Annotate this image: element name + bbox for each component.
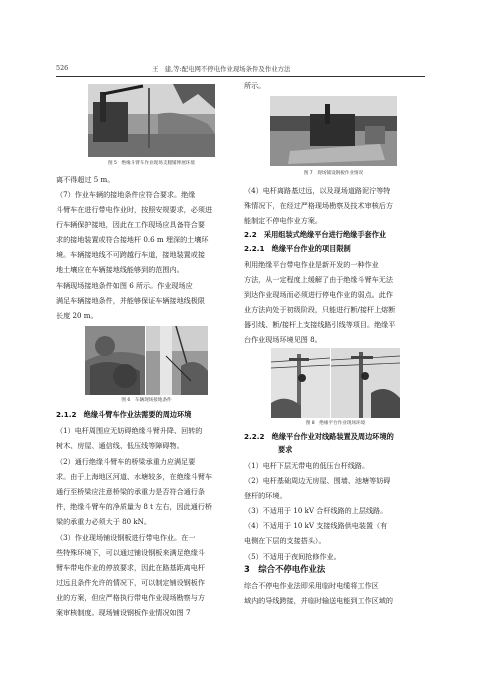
figure-8-photo-left bbox=[271, 348, 330, 418]
left-paragraph-7: （7）作业车辆的接地条件应符合要求。绝缘 斗臂车在进行带电作业时，按照安规要求，必须进 行车辆保护接地，因此在工作现场应具备符合要 求的接地装置或符合接地杆 0.6 m 埋深的土壤环 境。车辆接地线不可跨越行车道，接地装置或接 地土壤应在车辆接地线能够到的范围内。 bbox=[56, 190, 213, 275]
section-3-heading: 3 综合不停电作业法 bbox=[244, 564, 326, 574]
left-continuation: 离不得超过 5 m。 bbox=[56, 175, 115, 184]
section-2-2-2-heading-cont: 要求 bbox=[278, 445, 293, 454]
right-requirements-list: （1）电杆下层无带电的低压台杆线路。 （2）电杆基础周边无房屋、围墙、池塘等妨碍 登杆的环境。 （3）不适用于 10 kV 合杆线路的上层线路。 （4）不适用于 10 kV 支接线路供电装置（有 电侧在下层的支接搭头）。 （5）不适用于夜间抢修作业。 bbox=[244, 461, 391, 561]
figure-6-photo-left bbox=[85, 326, 145, 395]
left-paragraph-env-3: （3）作业现场铺设钢板进行带电作业。在一 些特殊环境下，可以通过铺设钢板来满足绝缘斗 臂车带电作业的停放要求，因此在路基距离电杆 过远且条件允许的情况下，可以制定铺设钢板作 业的方案，但应严格执行带电作业现场勘察与方 案审核制度。现场铺设钢板作业情况如图 7 bbox=[56, 533, 205, 618]
section-2-1-2-heading: 2.1.2 绝缘斗臂车作业法需要的周边环境 bbox=[56, 410, 192, 419]
running-title: 王 建,等:配电网不停电作业现场条件及作业方法 bbox=[152, 65, 291, 73]
section-2-2-1-heading: 2.2.1 绝缘平台作业的项目限制 bbox=[244, 244, 351, 253]
figure-5-photo bbox=[88, 84, 215, 157]
left-paragraph-env-1: （1）电杆周围应无妨碍绝缘斗臂升降、回转的 树木、房屋、通信线、低压线等障碍物。 bbox=[56, 426, 203, 451]
section-2-2-2-heading: 2.2.2 绝缘平台作业对线路装置及周边环境的 bbox=[244, 432, 394, 441]
figure-7-caption: 图 7 现场铺设钢板作业情况 bbox=[303, 171, 364, 176]
figure-5-caption: 图 5 绝缘斗臂车作业现场支腿铺伸展环境 bbox=[107, 161, 196, 166]
header-rule bbox=[56, 76, 425, 77]
right-paragraph-platform: 利用绝缘平台带电作业是新开发的一种作业 方法，从一定程度上缓解了由于绝缘斗臂车无法 到达作业现场而必须进行停电作业的弱点。此作 业方法向处于初级阶段，只能进行断/接杆上熔断 器引线、断/接杆上支接线路引线等项目。绝缘平 台作业现场环境见图 8。 bbox=[244, 260, 396, 345]
figure-8-photo-right bbox=[331, 348, 400, 418]
figure-8-caption: 图 8 绝缘平台作业现场环境 bbox=[305, 421, 366, 426]
figure-7-photo bbox=[270, 96, 397, 166]
right-paragraph-section-3: 综合不停电作业法即采用临时电缆将工作区 域内的导线跨接，并临时输送电能到工作区域的 bbox=[244, 581, 393, 606]
left-paragraph-env-2: （2）通行绝缘斗臂车的桥梁承重力应满足要 求。由于上海地区河道、水塘较多，在绝缘斗臂车 通行至桥梁应注意桥梁的承重力是否符合通行条 件，绝缘斗臂车的净质量为 8 t 左右，因此通行桥 梁的承重力必须大于 80 kN。 bbox=[56, 457, 213, 527]
figure-6-caption: 图 6 车辆现场接地条件 bbox=[121, 398, 172, 403]
figure-6-photo-right bbox=[146, 326, 208, 395]
page-number: 526 bbox=[56, 64, 69, 72]
left-paragraph-ground: 车辆现场接地条件如图 6 所示。作业现场应 满足车辆接地条件，并能够保证车辆接地线极限 长度 20 m。 bbox=[56, 281, 205, 321]
section-2-2-heading: 2.2 采用组装式绝缘平台进行绝缘手套作业 bbox=[244, 230, 387, 239]
right-continuation: 所示。 bbox=[244, 81, 266, 90]
right-paragraph-4: （4）电杆离路基过远，以及现场道路泥泞等特 殊情况下，在经过严格现场勘察及技术审核后方 能制定不停电作业方案。 bbox=[244, 186, 393, 226]
